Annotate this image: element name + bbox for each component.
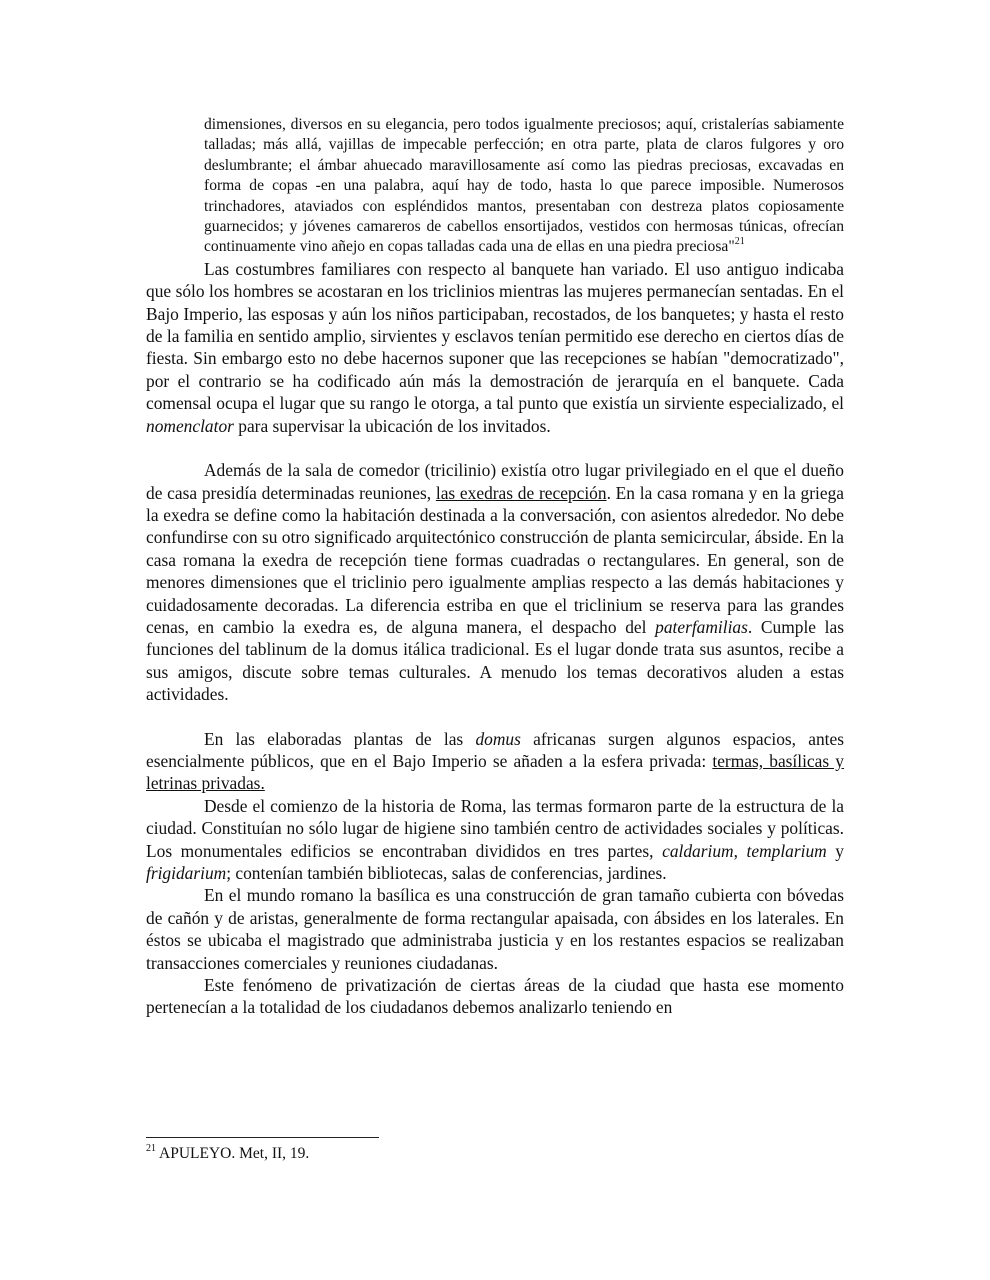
underlined-term: termas, basílicas y letrinas privadas. xyxy=(146,750,844,794)
underlined-term: las exedras de recepción xyxy=(435,482,607,503)
italic-term: nomenclator xyxy=(146,415,234,436)
paragraph-banquet-customs: Las costumbres familiares con respecto al banquete han variado. El uso antiguo indicaba que sólo los hombres se acostaran en los triclinios mientras las mujeres permanecían sentadas. En el Bajo Imperio, las esposas y aún los niños participaban, recostados, de los banquetes; y hasta el resto de la familia en sentido amplio, sirvientes y esclavos tenían permitido ese derecho en ciertos días de fiesta. Sin embargo esto no debe hacernos suponer que las recepciones se habían "democratizado", por el contrario se ha codificado aún más la demostración de jerarquía en el banquete. Cada comensal ocupa el lugar que su rango le otorga, a tal punto que existía un sirviente especializado, el nomenclator para supervisar la ubicación de los invitados. xyxy=(146,258,844,436)
footnote-number: 21 xyxy=(146,1143,156,1154)
paragraph-domus: En las elaboradas plantas de las domus africanas surgen algunos espacios, antes esencialmente públicos, que en el Bajo Imperio se añaden a la esfera privada: termas, basílicas y letrinas privadas. xyxy=(146,728,844,794)
italic-term: paterfamilias xyxy=(655,616,748,637)
footnote-divider xyxy=(146,1137,379,1138)
paragraph-privatization: Este fenómeno de privatización de ciertas áreas de la ciudad que hasta ese momento pertenecían a la totalidad de los ciudadanos debemos analizarlo teniendo en xyxy=(146,975,844,1018)
page-body xyxy=(146,115,844,1019)
quote-text: dimensiones, diversos en su elegancia, pero todos igualmente preciosos; aquí, cristalerías sabiamente talladas; más allá, vajillas de impecable perfección; en otra parte, plata de claros fulgores y oro deslumbrante; el ámbar ahuecado maravillosamente así como las piedras preciosas, excavadas en forma de copas -en una palabra, aquí hay de todo, hasta lo que parece imposible. Numerosos trinchadores, ataviados con espléndidos mantos, presentaban con destreza platos copiosamente guarnecidos; y jóvenes camareros de cabellos ensortijados, vestidos con hermosas túnicas, ofrecían continuamente vino añejo en copas talladas cada una de ellas en una piedra preciosa" xyxy=(204,116,844,256)
footnote xyxy=(146,1144,309,1164)
paragraph-exedra: Además de la sala de comedor (tricilinio) existía otro lugar privilegiado en el que el dueño de casa presidía determinadas reuniones, las exedras de recepción. En la casa romana y en la griega la exedra se define como la habitación destinada a la conversación, con asientos alrededor. No debe confundirse con su otro significado arquitectónico construcción de planta semicircular, ábside. En la casa romana la exedra de recepción tiene formas cuadradas o rectangulares. En general, son de menores dimensiones que el triclinio pero igualmente amplias respecto a las demás habitaciones y cuidadosamente decoradas. La diferencia estriba en que el triclinium se reserva para las grandes cenas, en cambio la exedra es, de alguna manera, el despacho del paterfamilias. Cumple las funciones del tablinum de la domus itálica tradicional. Es el lugar donde trata sus asuntos, recibe a sus amigos, discute sobre temas culturales. A menudo los temas decorativos aluden a estas actividades. xyxy=(146,460,845,705)
paragraph-basilica: En el mundo romano la basílica es una construcción de gran tamaño cubierta con bóvedas de cañón y de aristas, generalmente de forma rectangular apaisada, con ábsides en los laterales. En éstos se ubicaba el magistrado que administraba justicia y en los restantes espacios se realizaban transacciones comerciales y reuniones ciudadanas. xyxy=(146,885,844,973)
italic-term: domus xyxy=(475,728,521,749)
footnote-ref[interactable]: 21 xyxy=(734,236,745,248)
block-quote xyxy=(204,115,844,258)
paragraph-termas: Desde el comienzo de la historia de Roma, las termas formaron parte de la estructura de la ciudad. Constituían no sólo lugar de higiene sino también centro de actividades sociales y políticas. Los monumentales edificios se encontraban divididos en tres partes, caldarium, templarium y frigidarium; contenían también bibliotecas, salas de conferencias, jardines. xyxy=(146,795,844,883)
footnote-text: APULEYO. Met, II, 19. xyxy=(159,1145,310,1162)
